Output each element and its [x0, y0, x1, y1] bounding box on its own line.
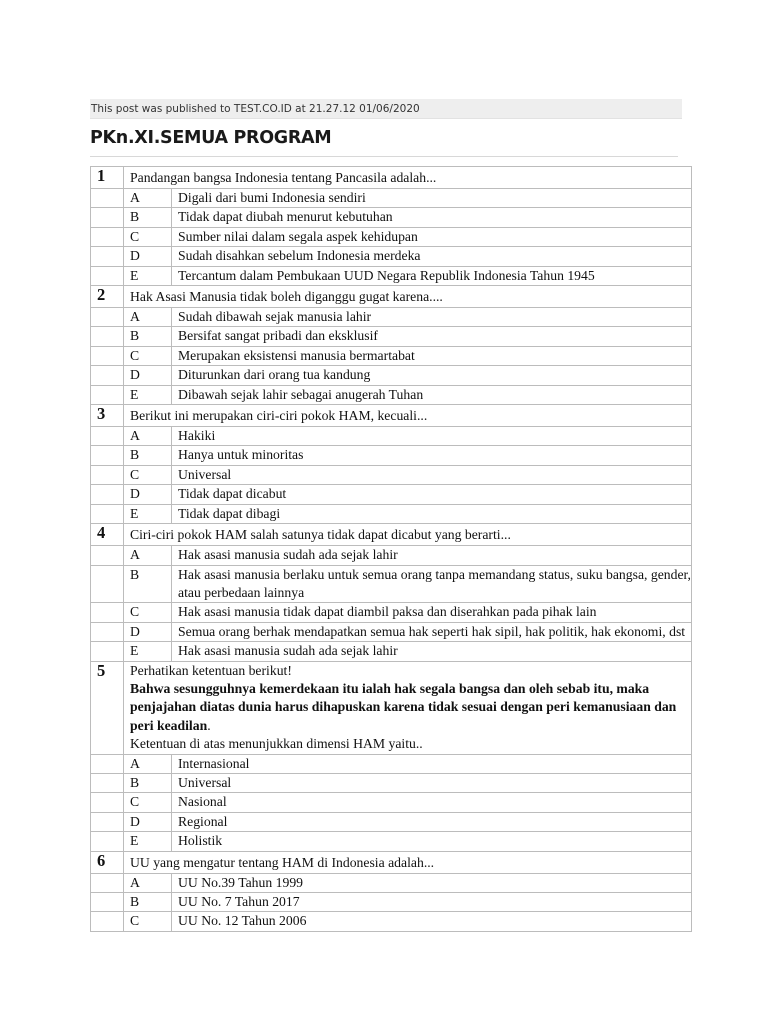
option-text: Digali dari bumi Indonesia sendiri	[172, 189, 692, 208]
option-letter: B	[124, 208, 172, 227]
option-letter: A	[124, 754, 172, 773]
option-text: Bersifat sangat pribadi dan eksklusif	[172, 327, 692, 346]
question-number: 3	[91, 405, 124, 427]
option-letter: D	[124, 366, 172, 385]
option-letter: B	[124, 565, 172, 603]
option-row	[91, 546, 692, 565]
option-letter: E	[124, 266, 172, 285]
option-text: Dibawah sejak lahir sebagai anugerah Tuhan	[172, 385, 692, 404]
option-row	[91, 504, 692, 523]
option-text: Tidak dapat diubah menurut kebutuhan	[172, 208, 692, 227]
option-row	[91, 832, 692, 851]
question-text: Ciri-ciri pokok HAM salah satunya tidak dapat dicabut yang berarti...	[124, 524, 692, 546]
question-text: UU yang mengatur tentang HAM di Indonesia adalah...	[124, 851, 692, 873]
option-text: Internasional	[172, 754, 692, 773]
option-text: Hakiki	[172, 427, 692, 446]
question-text: Pandangan bangsa Indonesia tentang Pancasila adalah...	[124, 167, 692, 189]
option-row	[91, 893, 692, 912]
option-row	[91, 385, 692, 404]
option-letter: C	[124, 793, 172, 812]
question-row	[91, 405, 692, 427]
option-letter: D	[124, 812, 172, 831]
option-row	[91, 912, 692, 931]
option-letter: B	[124, 893, 172, 912]
option-text: Tidak dapat dibagi	[172, 504, 692, 523]
question-followup: Ketentuan di atas menunjukkan dimensi HAM yaitu..	[130, 736, 423, 752]
question-number: 4	[91, 524, 124, 546]
option-row	[91, 247, 692, 266]
publish-notice: This post was published to TEST.CO.ID at 21.27.12 01/06/2020	[90, 99, 682, 119]
option-letter: D	[124, 247, 172, 266]
option-text: Hak asasi manusia tidak dapat diambil paksa dan diserahkan pada pihak lain	[172, 603, 692, 622]
option-row	[91, 485, 692, 504]
option-letter: D	[124, 485, 172, 504]
quote-end: .	[207, 717, 211, 733]
question-text: Berikut ini merupakan ciri-ciri pokok HAM, kecuali...	[124, 405, 692, 427]
option-row	[91, 465, 692, 484]
option-text: UU No. 7 Tahun 2017	[172, 893, 692, 912]
option-row	[91, 812, 692, 831]
option-letter: D	[124, 622, 172, 641]
option-text: Hak asasi manusia sudah ada sejak lahir	[172, 546, 692, 565]
option-text: Holistik	[172, 832, 692, 851]
option-letter: C	[124, 603, 172, 622]
option-letter: E	[124, 504, 172, 523]
question-row	[91, 286, 692, 308]
option-letter: B	[124, 773, 172, 792]
question-number: 2	[91, 286, 124, 308]
option-row	[91, 308, 692, 327]
option-text: Sudah dibawah sejak manusia lahir	[172, 308, 692, 327]
option-letter: E	[124, 832, 172, 851]
option-text: UU No.39 Tahun 1999	[172, 873, 692, 892]
option-letter: A	[124, 308, 172, 327]
option-letter: B	[124, 446, 172, 465]
option-text: Diturunkan dari orang tua kandung	[172, 366, 692, 385]
option-text: Hak asasi manusia berlaku untuk semua orang tanpa memandang status, suku bangsa, gender, atau perbedaan lainnya	[172, 565, 692, 603]
option-text: Hak asasi manusia sudah ada sejak lahir	[172, 642, 692, 661]
option-row	[91, 427, 692, 446]
option-text: Sumber nilai dalam segala aspek kehidupan	[172, 227, 692, 246]
option-text: Tidak dapat dicabut	[172, 485, 692, 504]
option-letter: E	[124, 385, 172, 404]
option-text: Regional	[172, 812, 692, 831]
option-row	[91, 642, 692, 661]
option-text: Semua orang berhak mendapatkan semua hak seperti hak sipil, hak politik, hak ekonomi, dst	[172, 622, 692, 641]
question-quote	[130, 680, 691, 735]
option-row	[91, 773, 692, 792]
option-row	[91, 622, 692, 641]
option-row	[91, 227, 692, 246]
title-divider	[90, 156, 678, 157]
question-row	[91, 524, 692, 546]
option-text: Nasional	[172, 793, 692, 812]
option-text: Tercantum dalam Pembukaan UUD Negara Republik Indonesia Tahun 1945	[172, 266, 692, 285]
option-letter: E	[124, 642, 172, 661]
option-row	[91, 565, 692, 603]
option-row	[91, 189, 692, 208]
option-letter: B	[124, 327, 172, 346]
option-text: UU No. 12 Tahun 2006	[172, 912, 692, 931]
option-row	[91, 208, 692, 227]
option-letter: A	[124, 873, 172, 892]
option-row	[91, 346, 692, 365]
quiz-table	[90, 166, 692, 932]
option-letter: A	[124, 189, 172, 208]
option-letter: C	[124, 346, 172, 365]
option-letter: C	[124, 912, 172, 931]
option-text: Hanya untuk minoritas	[172, 446, 692, 465]
quote-text: Bahwa sesungguhnya kemerdekaan itu ialah hak segala bangsa dan oleh sebab itu, maka penjajahan diatas dunia harus dihapuskan karena tidak sesuai dengan peri kemanusiaan dan peri keadilan	[130, 680, 677, 733]
question-prompt: Perhatikan ketentuan berikut!	[130, 662, 292, 678]
question-row	[91, 661, 692, 754]
option-text: Universal	[172, 773, 692, 792]
option-text: Sudah disahkan sebelum Indonesia merdeka	[172, 247, 692, 266]
option-row	[91, 366, 692, 385]
option-row	[91, 603, 692, 622]
option-row	[91, 793, 692, 812]
question-row	[91, 167, 692, 189]
question-number: 6	[91, 851, 124, 873]
option-letter: C	[124, 465, 172, 484]
question-number: 5	[91, 661, 124, 754]
option-letter: C	[124, 227, 172, 246]
option-row	[91, 266, 692, 285]
option-letter: A	[124, 427, 172, 446]
option-text: Merupakan eksistensi manusia bermartabat	[172, 346, 692, 365]
question-number: 1	[91, 167, 124, 189]
option-letter: A	[124, 546, 172, 565]
option-row	[91, 327, 692, 346]
question-row	[91, 851, 692, 873]
page-title: PKn.XI.SEMUA PROGRAM	[90, 128, 332, 148]
question-text	[124, 661, 692, 754]
option-text: Universal	[172, 465, 692, 484]
option-row	[91, 754, 692, 773]
question-text: Hak Asasi Manusia tidak boleh diganggu gugat karena....	[124, 286, 692, 308]
option-row	[91, 446, 692, 465]
option-row	[91, 873, 692, 892]
